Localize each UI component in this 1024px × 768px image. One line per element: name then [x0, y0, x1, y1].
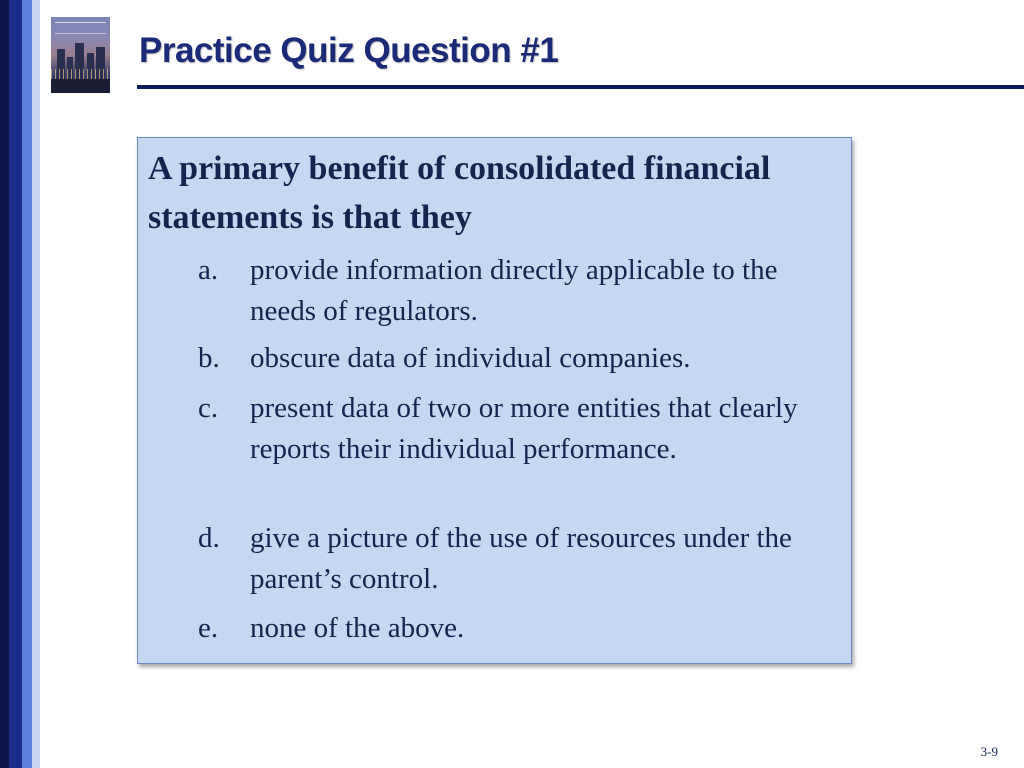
option-letter: d.: [198, 522, 220, 554]
option-text: none of the above.: [250, 612, 465, 644]
cover-title-band: [55, 22, 106, 34]
left-stripe-light: [32, 0, 40, 768]
answer-option-d: [198, 518, 848, 600]
option-letter: c.: [198, 392, 219, 424]
cover-city-lights: [51, 69, 110, 79]
quiz-box: [137, 137, 852, 664]
option-text: provide information directly applicable to the needs of regulators.: [250, 254, 778, 327]
answer-option-e: [198, 608, 848, 649]
answer-option-c: [198, 388, 848, 470]
left-stripe-blue: [22, 0, 32, 768]
left-stripe-navy: [9, 0, 22, 768]
left-stripe-dark: [0, 0, 9, 768]
option-text: give a picture of the use of resources under the parent’s control.: [250, 522, 792, 595]
option-letter: e.: [198, 612, 219, 644]
title-underline: [137, 85, 1024, 89]
book-cover-image: [51, 17, 110, 93]
page-number: 3-9: [980, 744, 998, 759]
option-text: obscure data of individual companies.: [250, 342, 691, 374]
option-letter: b.: [198, 342, 220, 374]
answer-option-a: [198, 250, 848, 332]
cover-footer-band: [51, 79, 110, 93]
answer-option-b: [198, 338, 848, 379]
option-text: present data of two or more entities that clearly reports their individual performance.: [250, 392, 798, 465]
slide-title: Practice Quiz Question #1: [139, 31, 559, 70]
quiz-question: A primary benefit of consolidated financial statements is that they: [148, 150, 771, 236]
option-letter: a.: [198, 254, 219, 286]
